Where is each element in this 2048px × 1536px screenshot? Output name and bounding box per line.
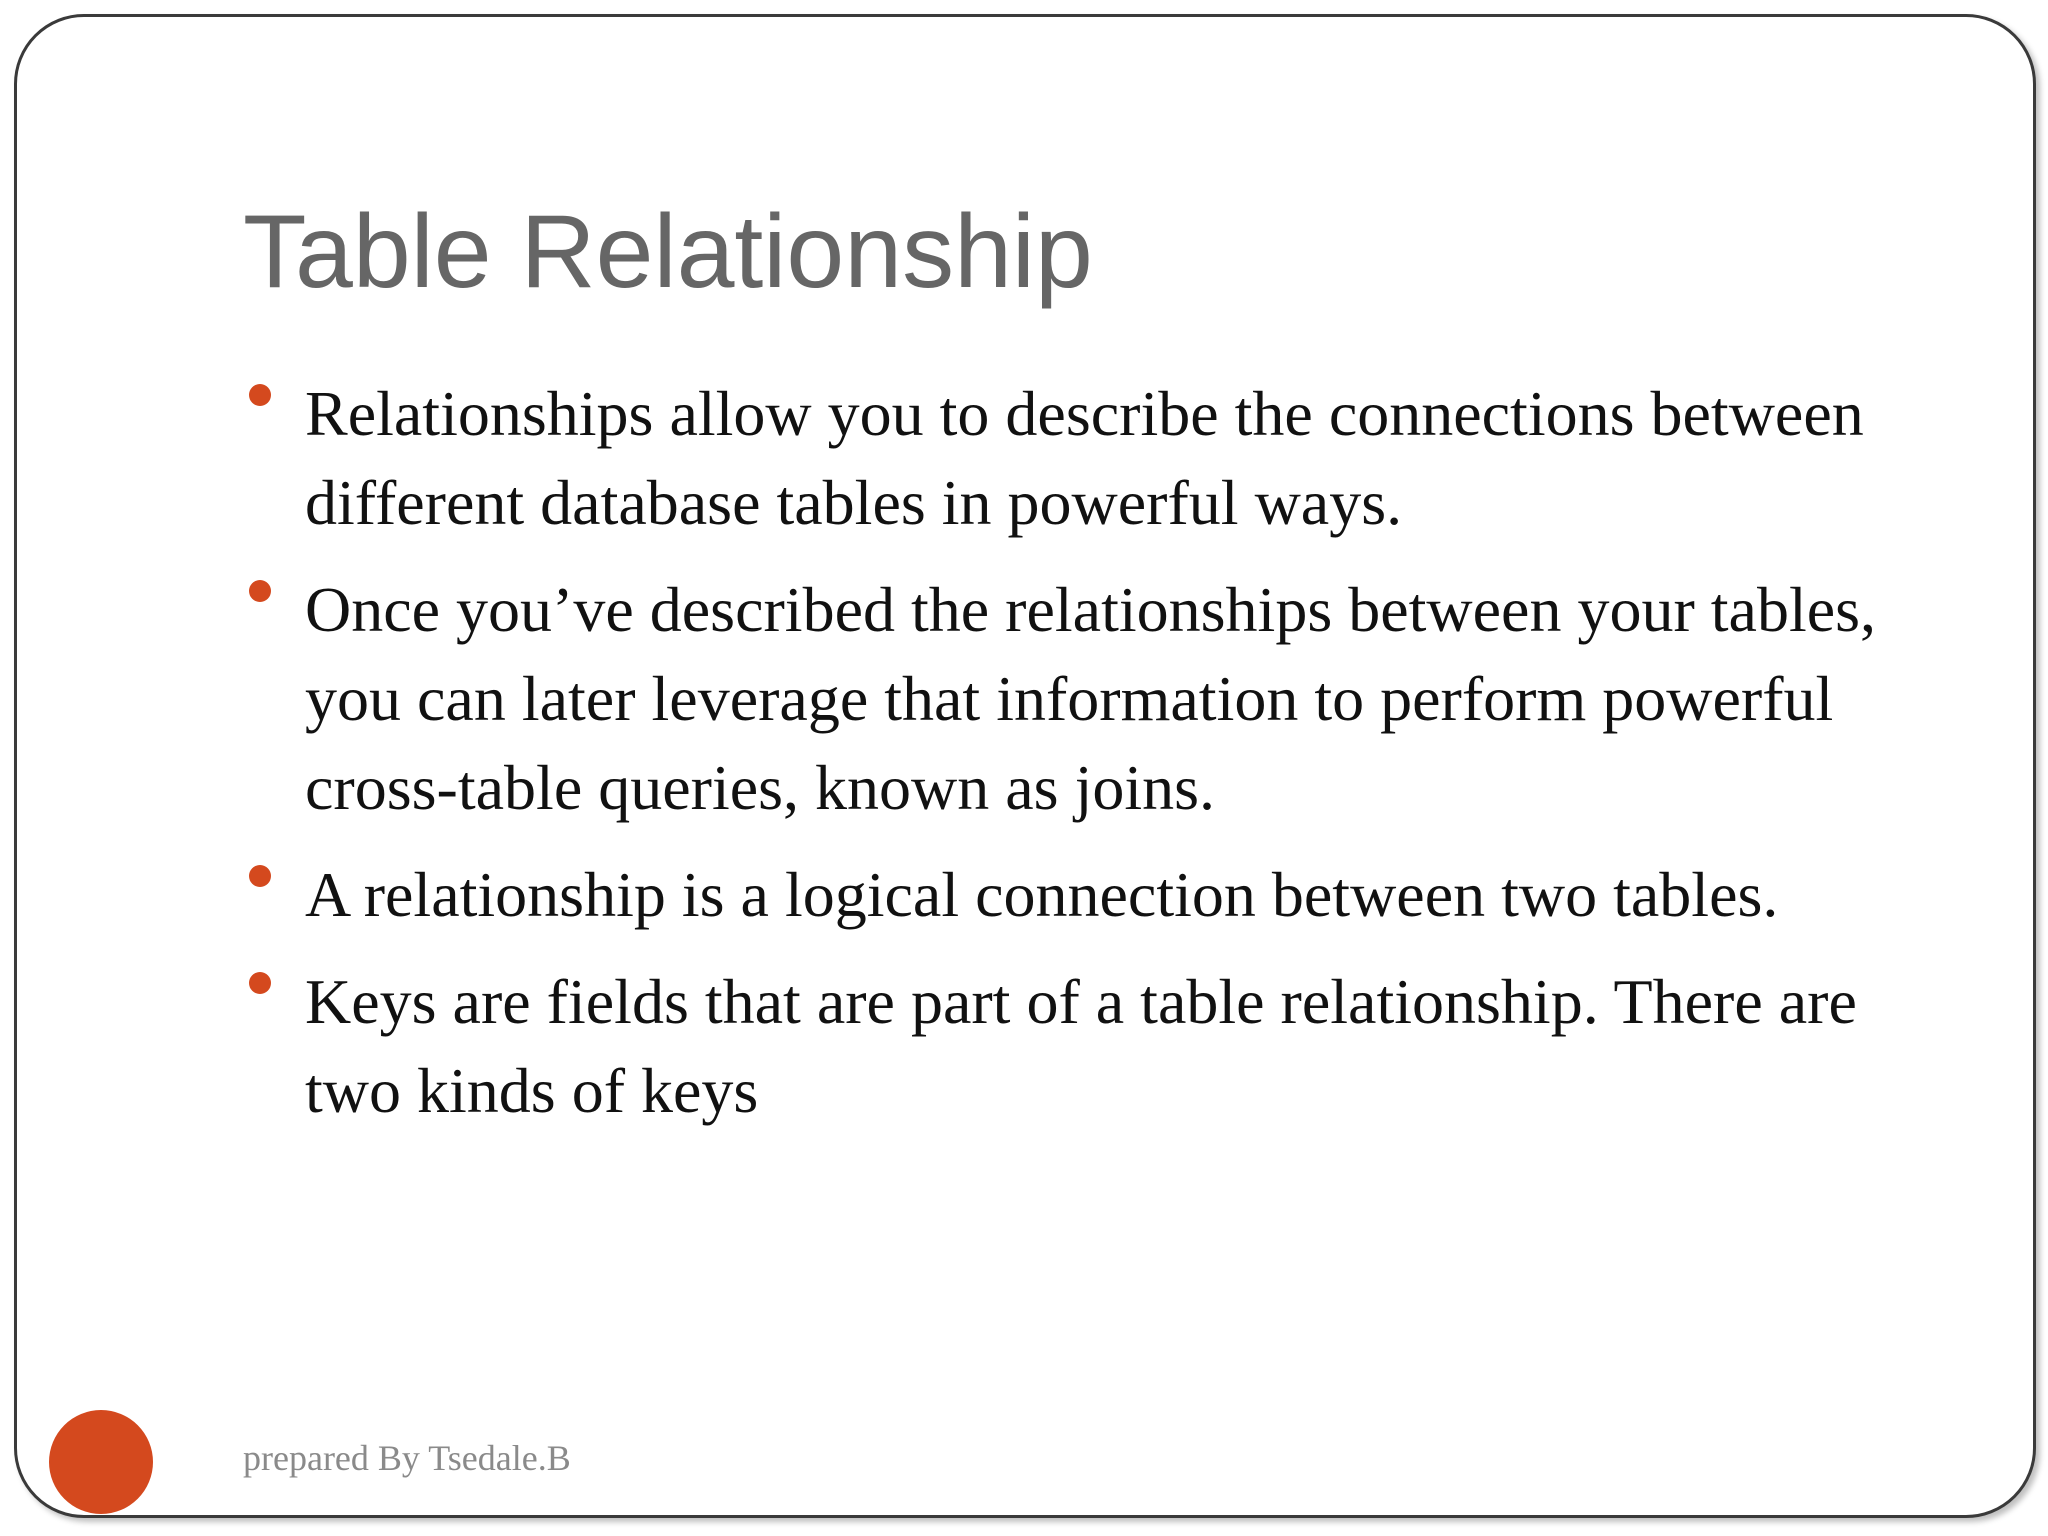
slide-frame xyxy=(14,14,2036,1518)
bullet-text: Keys are fields that are part of a table relationship. There are two kinds of keys xyxy=(305,966,1857,1126)
bullet-dot-icon xyxy=(249,972,271,994)
bullet-item xyxy=(243,369,1963,547)
bullet-item xyxy=(243,850,1963,939)
bullet-list xyxy=(243,369,1963,1153)
footer-credit: prepared By Tsedale.B xyxy=(243,1438,571,1478)
bullet-dot-icon xyxy=(249,580,271,602)
bullet-dot-icon xyxy=(249,865,271,887)
bullet-dot-icon xyxy=(249,384,271,406)
bullet-item xyxy=(243,957,1963,1135)
bullet-text: Relationships allow you to describe the connections between different database tables in powerful ways. xyxy=(305,378,1864,538)
bullet-text: Once you’ve described the relationships between your tables, you can later leverage that information to perform powerful cross-table queries, known as joins. xyxy=(305,574,1877,823)
footer-circle-decoration xyxy=(49,1410,153,1514)
bullet-item xyxy=(243,565,1963,832)
bullet-text: A relationship is a logical connection between two tables. xyxy=(305,859,1779,930)
slide-title: Table Relationship xyxy=(243,194,1093,310)
